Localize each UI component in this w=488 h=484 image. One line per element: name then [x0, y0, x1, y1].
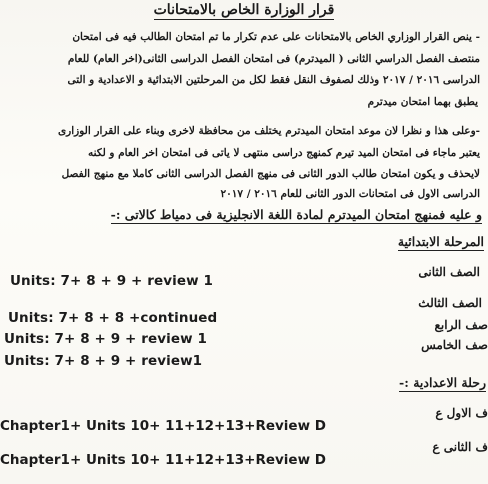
primary-grade-4-units: Units: 7+ 8 + 9 + review 1 [4, 331, 207, 347]
primary-stage-heading [398, 234, 484, 249]
preparatory-stage-heading [399, 375, 486, 390]
primary-grade-5: صف الخامس [421, 338, 488, 352]
preparatory-grade-2: ف الثانى ع [432, 440, 488, 454]
primary-grade-3: الصف الثالث [418, 296, 482, 310]
primary-grade-5-units: Units: 7+ 8 + 9 + review1 [4, 353, 203, 369]
paragraph2-line4: الدراسى الاول فى امتحانات الدور الثانى للعام ٢٠١٦ / ٢٠١٧ [220, 188, 480, 200]
paragraph1-line2: منتصف الفصل الدراسي الثانى ( الميدترم) فى امتحان الفصل الدراسى الثانى(اخر العام) للعام [67, 53, 480, 65]
preparatory-stage-heading-text: رحلة الاعدادية :- [399, 375, 486, 390]
paragraph1-line1: - ينص القرار الوزاري الخاص بالامتحانات على عدم تكرار ما تم امتحان الطالب فيه فى امتحان [72, 31, 480, 43]
paragraph2-line3: لايحذف و يكون امتحان طالب الدور الثانى فى منهج الفصل الدراسى الثانى كاملا مع منهج الفصل [61, 168, 480, 180]
preparatory-grade-1: ف الاول ع [435, 406, 488, 420]
primary-stage-heading-text: المرحلة الابتدائية [397, 234, 484, 249]
primary-grade-3-units: Units: 7+ 8 + 8 +continued [8, 310, 218, 326]
paragraph1-line4: يطبق بهما امتحان ميدترم [367, 96, 478, 108]
section-heading-text: و عليه فمنهج امتحان الميدترم لمادة اللغة الانجليزية فى دمياط كالاتى :- [110, 207, 482, 222]
section-heading [111, 207, 482, 222]
primary-grade-2-units: Units: 7+ 8 + 9 + review 1 [10, 273, 213, 289]
title-text: قرار الوزارة الخاص بالامتحانات [153, 2, 335, 18]
preparatory-grade-1-units: Chapter1+ Units 10+ 11+12+13+Review D [0, 418, 326, 434]
primary-grade-2: الصف الثانى [418, 265, 480, 279]
document-title [0, 2, 488, 18]
primary-grade-4: صف الرابع [434, 318, 488, 332]
preparatory-grade-2-units: Chapter1+ Units 10+ 11+12+13+Review D [0, 452, 326, 468]
paragraph2-line2: يعتبر ماجاء فى امتحان الميد تيرم كمنهج دراسى منتهى لا ياتى فى امتحان اخر العام و لكنه [87, 147, 480, 159]
paragraph1-line3: الدراسى ٢٠١٦ / ٢٠١٧ وذلك لصفوف النقل فقط لكل من المرحلتين الابتدائية و الاعدادية و التى [67, 74, 480, 86]
paragraph2-line1: -وعلى هذا و نظرا لان موعد امتحان الميدترم يختلف من محافظة لاخرى وبناء على القرار الوزارى [57, 125, 480, 137]
